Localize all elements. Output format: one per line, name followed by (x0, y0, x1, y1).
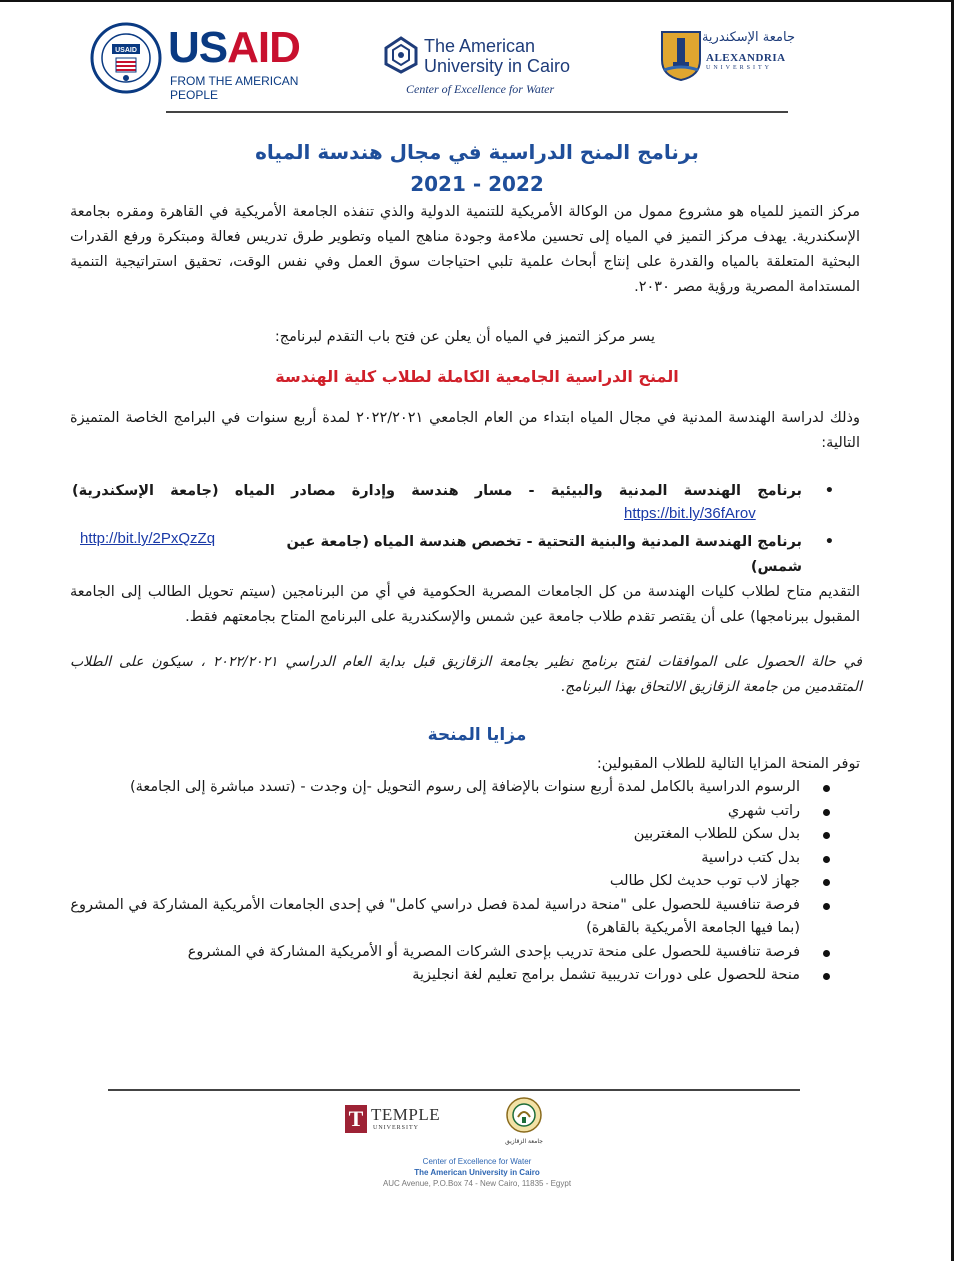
list-item (70, 941, 832, 965)
bullet-icon (823, 832, 830, 839)
announcement-text: يسر مركز التميز في المياه أن يعلن عن فتح باب التقدم لبرنامج: (274, 329, 655, 345)
list-item (70, 847, 832, 871)
bullet-icon (823, 950, 830, 957)
program-link-alexandria[interactable]: https://bit.ly/36fArov (624, 505, 756, 522)
usaid-seal-icon (90, 22, 162, 94)
footer-center-name: Center of Excellence for Water (422, 1157, 532, 1166)
page-title-year: 2021 - 2022 (410, 172, 544, 196)
list-item (70, 776, 832, 800)
usaid-logo (90, 22, 340, 102)
benefit-text: بدل سكن للطلاب المغتربين (633, 826, 800, 842)
temple-logo (345, 1105, 455, 1135)
auc-emblem-icon (382, 36, 420, 74)
benefit-text: الرسوم الدراسية بالكامل لمدة أربع سنوات بالإضافة إلى رسوم التحويل -إن وجدت - (تسدد مباشرة إلى الجامعة) (129, 779, 800, 795)
header-divider (166, 111, 788, 113)
page-border-top (0, 0, 954, 2)
program-link-ain-shams[interactable]: http://bit.ly/2PxQzZq (80, 530, 216, 547)
benefit-text: راتب شهري (727, 802, 800, 819)
program-item (255, 530, 834, 580)
bullet-icon: • (824, 483, 834, 499)
footer-university: The American University in Cairo (414, 1168, 540, 1177)
page-title: برنامج المنح الدراسية في مجال هندسة المياه (255, 140, 699, 164)
auc-logo (382, 34, 592, 104)
program-item-text: برنامج الهندسة المدنية والبنية التحتية - تخصص هندسة المياه (جامعة عين شمس) (286, 534, 802, 575)
usaid-seal-label: USAID (115, 47, 137, 54)
auc-name-line2: University in Cairo (424, 56, 571, 76)
intro-paragraph: مركز التميز للمياه هو مشروع ممول من الوكالة الأمريكية للتنمية الدولية والذي تنفذه الجامعة الأمريكية في القاهرة ومقره بجامعة الإسكندرية. يهدف مركز التميز في المياه إلى تحسين ملاءمة وجودة مناهج المياه وتطوير طرق تدريس فعالة ومبتكرة ورفع القدرات البحثية المتعلقة بالمياه والقدرة على إنتاج أبحاث علمية تلبي احتياجات سوق العمل وفي نفس الوقت، تحقيق استراتيجية التنمية المستدامة المصرية ورؤية مصر ٢٠٣٠. (70, 204, 860, 295)
zagazig-logo-icon (502, 1095, 546, 1149)
header-logos (70, 20, 800, 110)
benefit-text: فرصة تنافسية للحصول على منحة تدريب بإحدى الشركات المصرية أو الأمريكية المشاركة في المشروع (187, 943, 800, 960)
usaid-wordmark-us: US (168, 23, 228, 72)
bullet-icon (823, 785, 830, 792)
program-subtitle: المنح الدراسية الجامعية الكاملة لطلاب كلية الهندسة (275, 367, 679, 386)
application-paragraph: التقديم متاح لطلاب كليات الهندسة من كل الجامعات المصرية الحكومية في أي من البرنامجين (سيتم تحويل الطالب إلى الجامعة المقبول ببرنامجها) على أن يقتصر تقدم طلاب جامعة عين شمس والإسكندرية على البرنامج المتاح بجامعتهم فقط. (70, 584, 860, 625)
bullet-icon (823, 879, 830, 886)
temple-university: UNIVERSITY (373, 1125, 419, 1131)
temple-t-icon: T (345, 1105, 367, 1133)
list-item (70, 870, 832, 894)
benefit-text: جهاز لاب توب حديث لكل طالب (609, 873, 800, 889)
benefits-list (70, 776, 832, 988)
list-item (70, 800, 832, 824)
list-item (70, 823, 832, 847)
bullet-icon (823, 856, 830, 863)
alexandria-shield-icon (660, 30, 702, 82)
benefits-intro: توفر المنحة المزايا التالية للطلاب المقبولين: (596, 756, 860, 772)
usaid-wordmark-aid: AID (227, 23, 300, 72)
alexandria-name-university: UNIVERSITY (706, 65, 772, 71)
bullet-icon (823, 809, 830, 816)
bullet-icon: • (824, 534, 834, 550)
list-item (70, 894, 832, 941)
program-item (72, 479, 834, 504)
alexandria-name-english: ALEXANDRIA (706, 52, 786, 64)
auc-name-line1: The American (424, 36, 536, 56)
benefit-text: فرصة تنافسية للحصول على "منحة دراسية لمدة فصل دراسي كامل" في إحدى الجامعات الأمريكية المشاركة في المشروع (بما فيها الجامعة الأمريكية بالقاهرة) (70, 896, 800, 936)
usaid-tagline: FROM THE AMERICAN PEOPLE (170, 74, 299, 102)
zagazig-caption: جامعة الزقازيق (505, 1138, 543, 1145)
benefits-heading: مزايا المنحة (427, 725, 527, 745)
temple-name: TEMPLE (371, 1105, 441, 1124)
program-item-text: برنامج الهندسة المدنية والبيئية - مسار هندسة وإدارة مصادر المياه (جامعة الإسكندرية) (72, 483, 802, 499)
auc-subtitle: Center of Excellence for Water (406, 82, 555, 96)
bullet-icon (823, 903, 830, 910)
benefit-text: بدل كتب دراسية (701, 849, 800, 866)
footer-address: AUC Avenue, P.O.Box 74 - New Cairo, 11835 - Egypt (382, 1179, 572, 1188)
alexandria-name-arabic: جامعة الإسكندرية (701, 30, 795, 45)
list-item (70, 964, 832, 988)
alexandria-logo (660, 30, 795, 90)
usaid-wordmark (168, 23, 300, 72)
zagazig-note: في حالة الحصول على الموافقات لفتح برنامج نظير بجامعة الزقازيق قبل بداية العام الدراسي ٢٠٢٢/٢٠٢١ ، سيكون على الطلاب المتقدمين من جامعة الزقازيق الالتحاق بهذا البرنامج. (70, 654, 862, 695)
benefit-text: منحة للحصول على دورات تدريبية تشمل برامج تعليم لغة انجليزية (412, 967, 800, 983)
footer-divider (108, 1089, 800, 1091)
bullet-icon (823, 973, 830, 980)
auc-name (424, 36, 570, 76)
study-paragraph: وذلك لدراسة الهندسة المدنية في مجال المياه ابتداء من العام الجامعي ٢٠٢٢/٢٠٢١ لمدة أربع سنوات في البرامج الخاصة المتميزة التالية: (70, 410, 860, 451)
